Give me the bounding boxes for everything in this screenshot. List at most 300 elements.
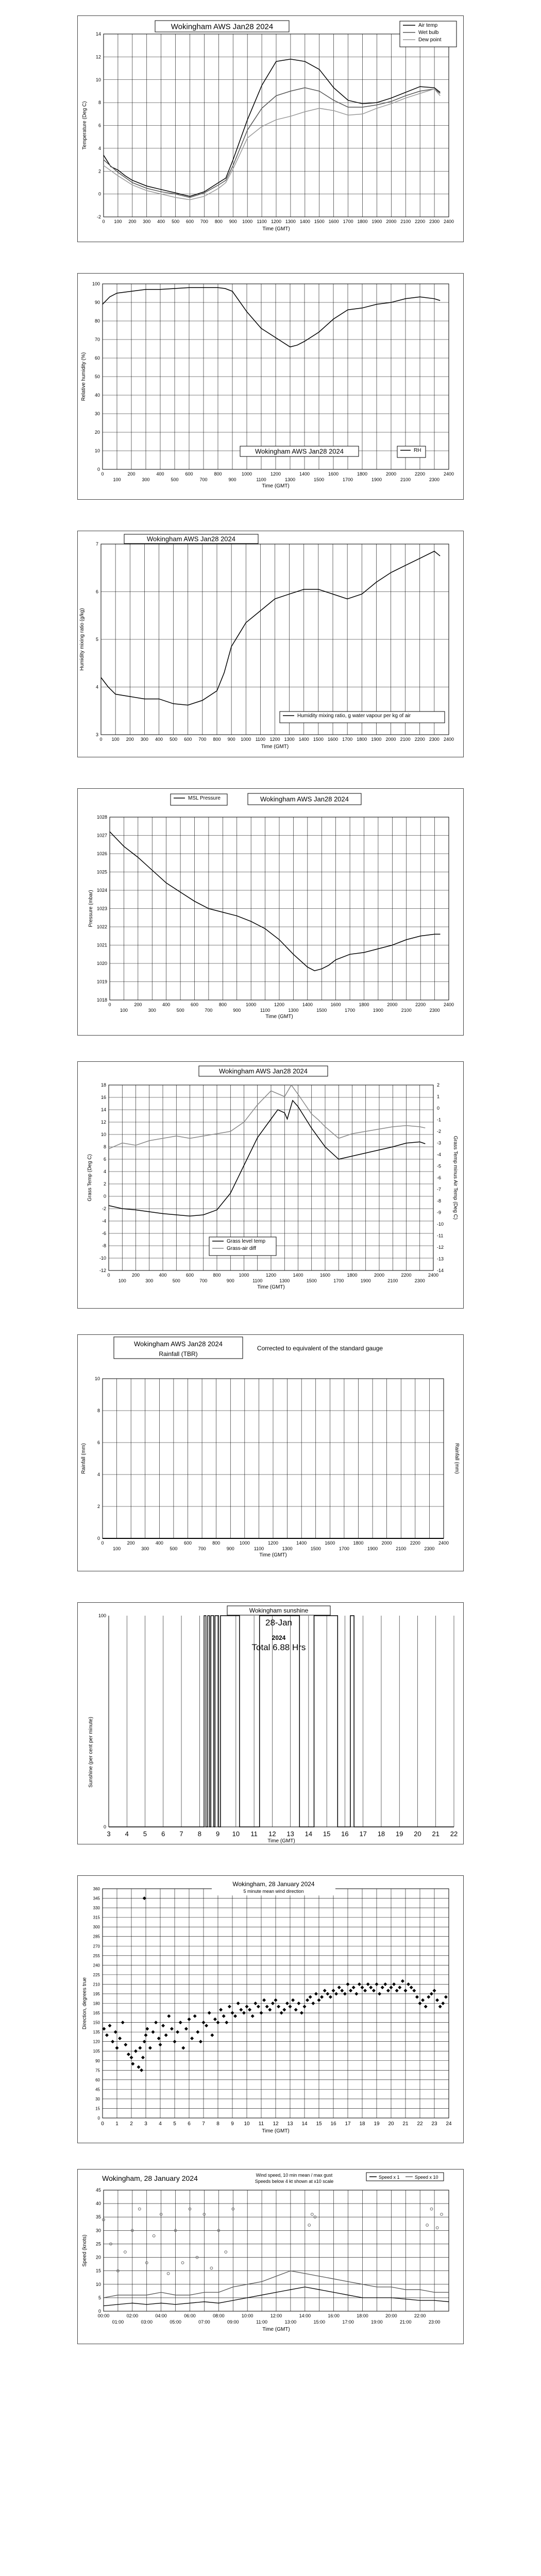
speed-x10-point bbox=[426, 2224, 429, 2227]
y-tick-label: 4 bbox=[95, 684, 98, 690]
x-tick-label: 1500 bbox=[313, 737, 324, 742]
x-tick-label: 1700 bbox=[339, 1546, 349, 1551]
direction-point bbox=[262, 1998, 266, 2002]
x-tick-label: 24 bbox=[446, 2121, 452, 2127]
x-tick-label: 200 bbox=[134, 1002, 142, 1007]
direction-point bbox=[323, 1989, 327, 1992]
y-tick-label: 1024 bbox=[96, 888, 107, 893]
direction-point bbox=[289, 2005, 292, 2008]
y-axis-label: Relative humidity (%) bbox=[81, 352, 87, 401]
x-tick-label: 2 bbox=[130, 2121, 133, 2127]
direction-point bbox=[164, 2033, 168, 2037]
direction-point bbox=[179, 2021, 182, 2024]
direction-point bbox=[369, 1986, 373, 1989]
x-tick-label: 17:00 bbox=[342, 2319, 354, 2325]
y-tick-label: -10 bbox=[99, 1256, 106, 1261]
x-tick-label: 500 bbox=[172, 219, 180, 224]
x-tick-label: 20 bbox=[414, 1830, 421, 1838]
y-tick-label: 0 bbox=[103, 1824, 106, 1829]
direction-point bbox=[390, 1986, 393, 1989]
y-tick-label: 12 bbox=[100, 1120, 106, 1125]
y-tick-label: 0 bbox=[103, 1194, 106, 1199]
y-tick-label: 35 bbox=[95, 2214, 101, 2220]
direction-point bbox=[115, 2046, 119, 2050]
x-tick-label: 4 bbox=[125, 1830, 129, 1838]
y-tick-label: 15 bbox=[95, 2106, 100, 2111]
x-tick-label: 900 bbox=[226, 1546, 234, 1551]
x-tick-label: 7 bbox=[179, 1830, 183, 1838]
direction-point bbox=[161, 2024, 165, 2027]
x-tick-label: 1000 bbox=[239, 1273, 249, 1278]
y-tick-label: 6 bbox=[97, 1440, 100, 1445]
y-tick-label: 10 bbox=[94, 1376, 100, 1381]
direction-point bbox=[412, 1989, 416, 1992]
x-tick-label: 300 bbox=[140, 737, 148, 742]
direction-point bbox=[130, 2056, 133, 2059]
x-tick-label: 2200 bbox=[415, 219, 426, 224]
series-line-1 bbox=[109, 1085, 425, 1149]
chart-date: 28-Jan bbox=[265, 1618, 292, 1628]
legend-label: Air temp bbox=[418, 23, 438, 28]
direction-point bbox=[199, 2040, 202, 2043]
direction-point bbox=[111, 2040, 114, 2043]
x-tick-label: 08:00 bbox=[213, 2313, 225, 2318]
direction-point bbox=[372, 1989, 376, 1992]
legend-box bbox=[397, 446, 426, 457]
x-tick-label: 21 bbox=[402, 2121, 409, 2127]
y-right-tick-label: -9 bbox=[437, 1210, 442, 1215]
x-tick-label: 1300 bbox=[284, 477, 296, 482]
x-tick-label: 2100 bbox=[396, 1546, 407, 1551]
x-tick-label: 0 bbox=[107, 1273, 110, 1278]
direction-point bbox=[280, 2011, 283, 2015]
x-tick-label: 500 bbox=[170, 737, 178, 742]
direction-point bbox=[213, 2018, 217, 2021]
y-tick-label: -12 bbox=[99, 1268, 106, 1273]
y-tick-label: 300 bbox=[93, 1925, 100, 1930]
y-tick-label: 3 bbox=[95, 732, 98, 737]
x-tick-label: 900 bbox=[233, 1008, 241, 1013]
y-tick-label: -2 bbox=[102, 1206, 106, 1211]
y-tick-label: 7 bbox=[95, 541, 98, 547]
direction-point bbox=[340, 1989, 344, 1992]
y-tick-label: 25 bbox=[95, 2241, 101, 2247]
x-tick-label: 700 bbox=[199, 477, 208, 482]
direction-point bbox=[231, 2011, 234, 2015]
x-tick-label: 01:00 bbox=[112, 2319, 124, 2325]
x-tick-label: 13 bbox=[286, 1830, 294, 1838]
speed-x10-point bbox=[138, 2208, 141, 2210]
direction-point bbox=[105, 2033, 109, 2037]
y-tick-label: 135 bbox=[93, 2030, 100, 2035]
x-tick-label: 16 bbox=[330, 2121, 336, 2127]
x-tick-label: 1800 bbox=[359, 1002, 369, 1007]
y-right-tick-label: -8 bbox=[437, 1198, 442, 1204]
y-tick-label: 0 bbox=[97, 467, 100, 472]
x-tick-label: 200 bbox=[127, 1540, 135, 1546]
x-tick-label: 5 bbox=[173, 2121, 176, 2127]
x-tick-label: 2400 bbox=[443, 737, 454, 742]
x-tick-label: 600 bbox=[185, 1273, 194, 1278]
series-line-2 bbox=[104, 89, 440, 200]
x-tick-label: 2100 bbox=[400, 477, 411, 482]
chart-total: Total 6.88 Hrs bbox=[251, 1642, 306, 1652]
y-tick-label: 20 bbox=[95, 2255, 101, 2260]
y-tick-label: 100 bbox=[98, 1613, 106, 1618]
y-tick-label: 345 bbox=[93, 1896, 100, 1901]
x-tick-label: 1000 bbox=[241, 471, 252, 477]
x-tick-label: 2400 bbox=[428, 1273, 439, 1278]
chart-title: Wokingham AWS Jan28 2024 bbox=[255, 447, 344, 455]
humidity-chart bbox=[78, 274, 464, 500]
direction-point bbox=[265, 2005, 269, 2008]
x-tick-label: 8 bbox=[197, 1830, 201, 1838]
x-tick-label: 200 bbox=[131, 1273, 140, 1278]
direction-point bbox=[277, 2005, 280, 2008]
chart-title: Wokingham, 28 January 2024 bbox=[232, 1880, 315, 1888]
y-right-tick-label: 0 bbox=[437, 1106, 440, 1111]
mixing-ratio-chart bbox=[78, 531, 464, 758]
x-tick-label: 23:00 bbox=[428, 2319, 441, 2325]
y-tick-label: 315 bbox=[93, 1915, 100, 1920]
y-right-tick-label: -4 bbox=[437, 1152, 442, 1157]
x-tick-label: 700 bbox=[198, 737, 207, 742]
direction-point bbox=[202, 2021, 206, 2024]
x-tick-label: 20 bbox=[388, 2121, 394, 2127]
y-tick-label: 0 bbox=[97, 2116, 100, 2121]
direction-point bbox=[375, 1982, 379, 1986]
x-tick-label: 2100 bbox=[387, 1278, 398, 1283]
chart-title: Wokingham AWS Jan28 2024 bbox=[134, 1340, 223, 1348]
x-tick-label: 400 bbox=[159, 1273, 167, 1278]
direction-point bbox=[233, 2014, 237, 2018]
x-axis-label: Time (GMT) bbox=[262, 226, 290, 232]
direction-point bbox=[228, 2005, 231, 2008]
y-tick-label: 70 bbox=[94, 337, 100, 342]
y-tick-label: 120 bbox=[93, 2039, 100, 2044]
direction-point bbox=[381, 1986, 384, 1989]
x-tick-label: 18:00 bbox=[357, 2313, 368, 2318]
y-right-tick-label: -12 bbox=[437, 1245, 444, 1250]
legend-label: Speed x 10 bbox=[415, 2175, 438, 2180]
x-tick-label: 2300 bbox=[414, 1278, 425, 1283]
direction-point bbox=[143, 2040, 146, 2043]
x-tick-label: 13 bbox=[287, 2121, 293, 2127]
y-tick-label: 10 bbox=[95, 77, 101, 82]
x-tick-label: 1400 bbox=[302, 1002, 313, 1007]
y-tick-label: 6 bbox=[95, 589, 98, 595]
y-tick-label: 0 bbox=[98, 2309, 101, 2314]
series-line-0 bbox=[110, 832, 441, 971]
x-tick-label: 15:00 bbox=[313, 2319, 326, 2325]
x-tick-label: 1200 bbox=[270, 219, 282, 224]
x-tick-label: 1600 bbox=[330, 1002, 341, 1007]
x-tick-label: 800 bbox=[214, 219, 223, 224]
direction-point bbox=[268, 2008, 272, 2011]
x-tick-label: 1100 bbox=[252, 1278, 263, 1283]
x-tick-label: 500 bbox=[170, 1546, 178, 1551]
direction-point bbox=[137, 2065, 141, 2069]
x-tick-label: 17 bbox=[345, 2121, 351, 2127]
direction-point bbox=[346, 1982, 350, 1986]
x-tick-label: 1500 bbox=[306, 1278, 317, 1283]
x-tick-label: 23 bbox=[431, 2121, 437, 2127]
direction-point bbox=[108, 2024, 112, 2027]
y-right-tick-label: -5 bbox=[437, 1163, 442, 1169]
x-tick-label: 14 bbox=[301, 2121, 308, 2127]
y-tick-label: 1021 bbox=[96, 942, 107, 948]
direction-point bbox=[190, 2037, 194, 2040]
y-axis-label: Temperature (Deg C) bbox=[82, 101, 88, 150]
x-tick-label: 100 bbox=[111, 737, 120, 742]
chart-title: Wokingham, 28 January 2024 bbox=[102, 2174, 198, 2182]
wind-speed-chart-panel bbox=[77, 2169, 464, 2344]
x-tick-label: 600 bbox=[190, 1002, 199, 1007]
chart-note: Corrected to equivalent of the standard gauge bbox=[257, 1345, 383, 1352]
direction-point bbox=[366, 1982, 370, 1986]
x-tick-label: 0 bbox=[101, 471, 104, 477]
direction-point bbox=[282, 2008, 286, 2011]
legend-label: RH bbox=[414, 448, 421, 453]
temperature-chart-panel bbox=[77, 15, 464, 242]
direction-point bbox=[118, 2037, 122, 2040]
direction-point bbox=[326, 1992, 329, 1996]
y-tick-label: -2 bbox=[96, 214, 101, 219]
x-tick-label: 1200 bbox=[270, 471, 281, 477]
direction-point bbox=[444, 1995, 448, 1999]
chart-year: 2024 bbox=[272, 1634, 286, 1641]
direction-point bbox=[210, 2033, 214, 2037]
x-tick-label: 800 bbox=[212, 1540, 221, 1546]
direction-point bbox=[148, 2046, 152, 2050]
x-tick-label: 13:00 bbox=[284, 2319, 297, 2325]
x-tick-label: 1600 bbox=[325, 1540, 335, 1546]
direction-point bbox=[219, 2008, 223, 2011]
y-tick-label: 16 bbox=[100, 1095, 106, 1100]
speed-x10-point bbox=[441, 2213, 443, 2216]
y-tick-label: 330 bbox=[93, 1906, 100, 1911]
x-tick-label: 18 bbox=[359, 2121, 365, 2127]
x-tick-label: 04:00 bbox=[155, 2313, 167, 2318]
direction-point bbox=[332, 1989, 335, 1992]
direction-point bbox=[404, 1989, 408, 1992]
x-tick-label: 1800 bbox=[347, 1273, 358, 1278]
y-tick-label: 60 bbox=[95, 2077, 100, 2082]
y-tick-label: 0 bbox=[98, 191, 101, 197]
x-tick-label: 200 bbox=[126, 737, 134, 742]
y-tick-label: 75 bbox=[95, 2068, 100, 2073]
y-tick-label: 6 bbox=[98, 123, 101, 128]
x-tick-label: 18 bbox=[377, 1830, 385, 1838]
y-right-tick-label: -3 bbox=[437, 1140, 442, 1146]
grass-temp-chart-panel bbox=[77, 1061, 464, 1309]
speed-x10-point bbox=[153, 2234, 155, 2237]
y-tick-label: 1022 bbox=[96, 924, 107, 929]
x-tick-label: 19 bbox=[374, 2121, 380, 2127]
y-tick-label: 255 bbox=[93, 1953, 100, 1958]
x-tick-label: 16 bbox=[341, 1830, 349, 1838]
y-axis-label: Grass Temp (Deg C) bbox=[87, 1154, 93, 1201]
x-tick-label: 1900 bbox=[367, 1546, 378, 1551]
x-tick-label: 600 bbox=[184, 737, 192, 742]
chart-subtitle: 5 minute mean wind direction bbox=[243, 1889, 304, 1894]
direction-point bbox=[430, 1992, 433, 1996]
direction-point bbox=[159, 2043, 162, 2046]
x-axis-label: Time (GMT) bbox=[267, 1838, 295, 1844]
x-tick-label: 22:00 bbox=[414, 2313, 426, 2318]
direction-point bbox=[300, 2011, 303, 2015]
x-tick-label: 11 bbox=[250, 1830, 258, 1838]
y-right-axis-label: Grass Temp minus Air Temp (Deg C) bbox=[452, 1136, 458, 1220]
y-tick-label: 1023 bbox=[96, 906, 107, 911]
direction-point bbox=[114, 2030, 117, 2034]
x-tick-label: 800 bbox=[213, 1273, 221, 1278]
x-tick-label: 0 bbox=[99, 737, 103, 742]
direction-point bbox=[363, 1989, 367, 1992]
direction-point bbox=[418, 2002, 422, 2005]
direction-point bbox=[239, 2008, 243, 2011]
x-tick-label: 00:00 bbox=[97, 2313, 110, 2318]
direction-point bbox=[251, 2014, 255, 2018]
x-tick-label: 1000 bbox=[246, 1002, 257, 1007]
x-tick-label: 5 bbox=[143, 1830, 147, 1838]
y-tick-label: 1026 bbox=[96, 851, 107, 856]
x-tick-label: 1900 bbox=[371, 737, 382, 742]
x-tick-label: 600 bbox=[185, 471, 193, 477]
direction-point bbox=[311, 2002, 315, 2005]
direction-point bbox=[216, 2021, 220, 2024]
x-tick-label: 2100 bbox=[400, 737, 411, 742]
y-tick-label: 40 bbox=[95, 2201, 101, 2207]
x-axis-label: Time (GMT) bbox=[261, 744, 289, 750]
x-axis-label: Time (GMT) bbox=[262, 2128, 290, 2134]
x-tick-label: 800 bbox=[213, 737, 221, 742]
legend-label: Humidity mixing ratio, g water vapour per kg of air bbox=[297, 713, 411, 719]
x-tick-label: 1600 bbox=[328, 471, 339, 477]
y-right-tick-label: -6 bbox=[437, 1175, 442, 1180]
x-tick-label: 19 bbox=[395, 1830, 403, 1838]
direction-point bbox=[141, 2056, 145, 2059]
x-tick-label: 22 bbox=[417, 2121, 423, 2127]
y-tick-label: 1018 bbox=[96, 997, 107, 1003]
x-tick-label: 1400 bbox=[298, 737, 309, 742]
x-tick-label: 900 bbox=[227, 737, 235, 742]
x-tick-label: 1100 bbox=[257, 219, 267, 224]
x-tick-label: 19:00 bbox=[371, 2319, 383, 2325]
x-tick-label: 1 bbox=[115, 2121, 119, 2127]
speed-x10-point bbox=[167, 2273, 170, 2275]
x-tick-label: 1100 bbox=[256, 477, 266, 482]
x-tick-label: 900 bbox=[229, 219, 237, 224]
y-tick-label: -6 bbox=[102, 1231, 106, 1236]
x-tick-label: 700 bbox=[199, 1278, 208, 1283]
x-tick-label: 2000 bbox=[386, 219, 397, 224]
x-tick-label: 10 bbox=[232, 1830, 240, 1838]
speed-x10-point bbox=[181, 2262, 184, 2264]
direction-point bbox=[131, 2062, 134, 2065]
x-tick-label: 1200 bbox=[269, 737, 280, 742]
chart-title: Wokingham sunshine bbox=[249, 1607, 309, 1614]
wind-direction-chart-panel bbox=[77, 1875, 464, 2143]
x-tick-label: 1000 bbox=[239, 1540, 250, 1546]
y-tick-label: 150 bbox=[93, 2020, 100, 2025]
direction-point bbox=[410, 1986, 413, 1989]
x-tick-label: 2000 bbox=[381, 1540, 392, 1546]
direction-point bbox=[274, 1998, 278, 2002]
y-right-tick-label: -13 bbox=[437, 1256, 444, 1262]
y-tick-label: 8 bbox=[103, 1144, 106, 1149]
chart-title: Wokingham AWS Jan28 2024 bbox=[260, 795, 349, 803]
x-tick-label: 900 bbox=[228, 477, 236, 482]
x-tick-label: 21 bbox=[432, 1830, 439, 1838]
y-tick-label: 180 bbox=[93, 2001, 100, 2006]
legend-label: MSL Pressure bbox=[188, 795, 221, 801]
x-tick-label: 800 bbox=[218, 1002, 227, 1007]
direction-point bbox=[291, 1998, 295, 2002]
x-tick-label: 1400 bbox=[299, 219, 310, 224]
y-axis-label: Humidity mixing ratio (g/kg) bbox=[79, 608, 85, 671]
y-tick-label: 6 bbox=[103, 1157, 106, 1162]
direction-point bbox=[303, 2005, 307, 2008]
y-tick-label: 1028 bbox=[96, 815, 107, 820]
x-tick-label: 1200 bbox=[265, 1273, 277, 1278]
x-tick-label: 2200 bbox=[410, 1540, 420, 1546]
y-right-tick-label: 2 bbox=[437, 1082, 440, 1088]
direction-point bbox=[134, 2049, 138, 2053]
direction-point bbox=[383, 1982, 387, 1986]
y-right-tick-label: -1 bbox=[437, 1117, 442, 1123]
x-tick-label: 600 bbox=[183, 1540, 192, 1546]
y-tick-label: 30 bbox=[95, 2228, 101, 2233]
direction-point bbox=[188, 2018, 191, 2021]
x-tick-label: 02:00 bbox=[126, 2313, 139, 2318]
y-tick-label: 14 bbox=[100, 1107, 106, 1112]
direction-point bbox=[253, 2002, 257, 2005]
speed-x10-point bbox=[210, 2267, 213, 2269]
direction-point bbox=[143, 1896, 146, 1900]
x-tick-label: 1700 bbox=[343, 219, 353, 224]
x-tick-label: 20:00 bbox=[385, 2313, 397, 2318]
x-tick-label: 10 bbox=[244, 2121, 250, 2127]
sunshine-chart-panel bbox=[77, 1602, 464, 1844]
speed-x10-point bbox=[430, 2208, 433, 2210]
direction-point bbox=[378, 1992, 381, 1996]
x-tick-label: 09:00 bbox=[227, 2319, 239, 2325]
x-tick-label: 22 bbox=[450, 1830, 458, 1838]
sunshine-chart bbox=[78, 1603, 464, 1845]
x-tick-label: 2400 bbox=[438, 1540, 449, 1546]
direction-point bbox=[170, 2027, 174, 2030]
legend-label: Speed x 1 bbox=[379, 2175, 400, 2180]
chart-subtitle: Rainfall (TBR) bbox=[159, 1350, 198, 1358]
y-tick-label: 4 bbox=[98, 145, 101, 151]
y-tick-label: 40 bbox=[94, 393, 100, 398]
y-tick-label: 270 bbox=[93, 1944, 100, 1949]
x-tick-label: 1600 bbox=[328, 219, 339, 224]
x-tick-label: 2000 bbox=[374, 1273, 385, 1278]
x-tick-label: 300 bbox=[145, 1278, 154, 1283]
x-tick-label: 1700 bbox=[342, 737, 353, 742]
x-tick-label: 9 bbox=[215, 1830, 220, 1838]
x-tick-label: 2100 bbox=[401, 1008, 412, 1013]
y-tick-label: 225 bbox=[93, 1972, 100, 1977]
y-tick-label: 50 bbox=[94, 374, 100, 379]
x-tick-label: 11:00 bbox=[256, 2319, 268, 2325]
direction-point bbox=[395, 1989, 399, 1992]
x-tick-label: 2400 bbox=[443, 1002, 454, 1007]
y-tick-label: 10 bbox=[94, 448, 100, 453]
x-tick-label: 1800 bbox=[357, 471, 368, 477]
